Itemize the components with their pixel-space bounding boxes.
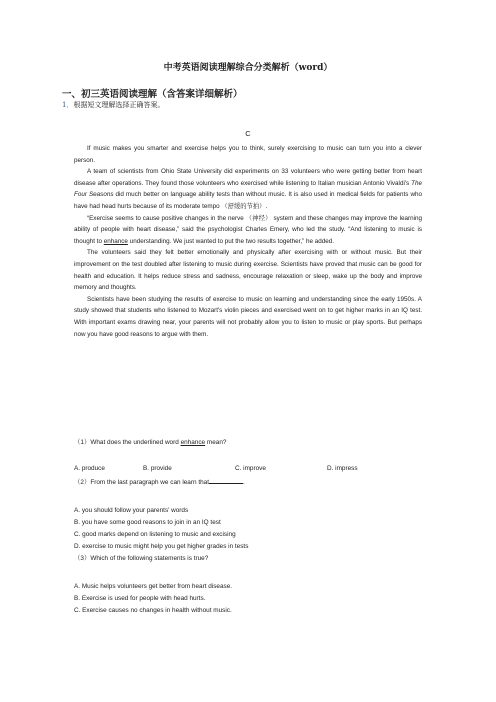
answer-blank	[209, 477, 243, 484]
option-2d[interactable]: D. exercise to music might help you get higher grades in tests	[74, 543, 249, 550]
option-1d[interactable]: D. impress	[327, 465, 358, 472]
paragraph-2: A team of scientists from Ohio State University did experiments on 33 volunteers who were getting better from heart disease after operations. They found those volunteers who exercised while listening to Italian musician Antonio Vivaldi's The Four Seasons did much better on language ability tests than without music. It is also used in medical fields for patients who have had head hurts because of its moderate tempo （舒缓的节拍）.	[74, 168, 422, 210]
passage-body	[74, 143, 422, 340]
question-3: （3）Which of the following statements is true?	[74, 555, 209, 562]
option-3a[interactable]: A. Music helps volunteers get better from heart disease.	[74, 583, 233, 590]
question-1-underlined: enhance	[180, 439, 206, 446]
option-2b[interactable]: B. you have some good reasons to join in an IQ test	[74, 519, 221, 526]
section-heading: 一、初三英语阅读理解（含答案详细解析）	[62, 89, 243, 100]
paragraph-4: The volunteers said they felt better emotionally and physically after exercising with or without music. But their improvement on the test doubled after listening to music during exercise. Scientists have proved that music can be good for health and education. It helps reduce stress and sadness, encourage relaxation or sleep, wake up the body and improve memory and thoughts.	[74, 249, 422, 292]
question-1: （1）What does the underlined word enhance mean?	[74, 439, 227, 446]
option-3c[interactable]: C. Exercise causes no changes in health without music.	[74, 607, 232, 614]
instruction-text: 根据短文理解选择正确答案。	[73, 101, 165, 109]
underlined-word: enhance	[103, 237, 128, 245]
passage-letter: C	[245, 129, 251, 138]
instruction-number: 1．	[62, 101, 74, 109]
question-2: （2）From the last paragraph we can learn that .	[74, 479, 245, 486]
paragraph-3: “Exercise seems to cause positive changes in the nerve （神经） system and these changes may improve the learning ability of people with heart disease,” said the psychologist Charles Emery, who led the study. “And listening to music is thought to enhance understanding. We just wanted to put the two results together,” he added.	[74, 214, 422, 245]
option-2a[interactable]: A. you should follow your parents' words	[74, 507, 189, 514]
italic-title: The Four Seasons	[74, 179, 422, 199]
option-1b[interactable]: B. provide	[143, 465, 172, 472]
paragraph-1: If music makes you smarter and exercise helps you to think, surely exercising to music can turn you into a clever person.	[74, 145, 422, 164]
document-title: 中考英语阅读理解综合分类解析（word）	[163, 63, 333, 73]
paragraph-5: Scientists have been studying the results of exercise to music on learning and understanding since the early 1950s. A study showed that students who listened to Mozart's violin pieces and exercised went on to get higher marks in an IQ test. With important exams drawing near, your parents will not probably allow you to listen to music or play sports. But perhaps now you have good reasons to argue with them.	[74, 295, 422, 338]
option-2c[interactable]: C. good marks depend on listening to music and excising	[74, 531, 236, 538]
option-1c[interactable]: C. improve	[235, 465, 266, 472]
option-3b[interactable]: B. Exercise is used for people with head hurts.	[74, 595, 206, 602]
option-1a[interactable]: A. produce	[74, 465, 105, 472]
instruction	[62, 100, 164, 110]
